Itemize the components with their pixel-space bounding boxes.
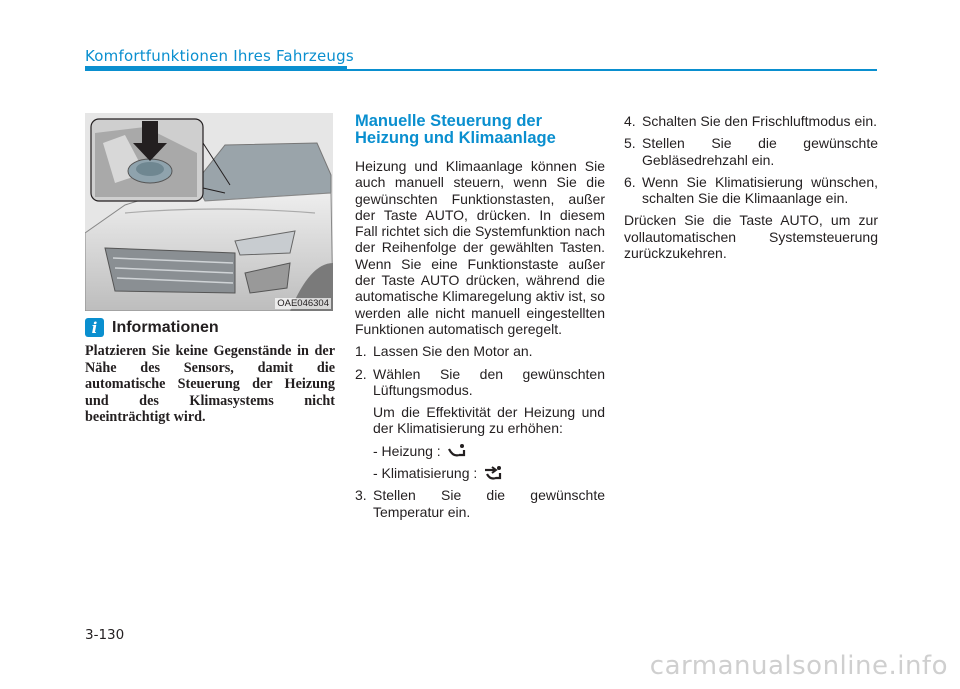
face-floor-vent-icon [483, 465, 503, 481]
cooling-label: - Klimatisierung : [373, 465, 478, 482]
header-rule-accent [85, 66, 347, 71]
step-item [355, 487, 605, 520]
column-right [624, 113, 878, 267]
step-text: Wählen Sie den gewünschten Lüftungsmodus. [373, 365, 605, 398]
car-sensor-illustration [85, 113, 333, 311]
info-header [85, 318, 219, 337]
info-text: Platzieren Sie keine Gegenstände in der Nähe des Sensors, damit die automatische Steuerung der Heizung und des Klimasystems nicht beeinträchtigt wird. [85, 343, 335, 426]
watermark: carmanualsonline.info [649, 651, 948, 681]
column-middle [355, 113, 605, 526]
page-number: 3-130 [85, 627, 125, 643]
step-text: Stellen Sie die gewünschte Temperatur ein. [373, 487, 605, 520]
step-item [624, 174, 878, 207]
outro-paragraph: Drücken Sie die Taste AUTO, um zur vollautomatischen Systemsteuerung zurückzukehren. [624, 212, 878, 262]
section-title: Manuelle Steuerung der Heizung und Klimaanlage [355, 112, 556, 147]
step-number: 1. [355, 343, 367, 360]
section-header: Komfortfunktionen Ihres Fahrzeugs [85, 47, 354, 65]
step-item [355, 366, 605, 399]
step-number: 2. [355, 365, 367, 382]
step-item [355, 343, 605, 359]
info-icon: i [85, 318, 104, 337]
step-text: Stellen Sie die gewünschte Gebläsedrehzahl ein. [642, 135, 878, 168]
step-number: 5. [624, 135, 636, 152]
step-number: 4. [624, 113, 636, 129]
step-text: Schalten Sie den Frischluftmodus ein. [642, 113, 878, 129]
cooling-mode [373, 465, 605, 481]
intro-paragraph: Heizung und Klimaanlage können Sie auch manuell steuern, wenn Sie die gewünschten Funktionstasten, außer der Taste AUTO, drücken. In diesem Fall richtet sich die Systemfunktion nach der Reihenfolge der gewählten Tasten. Wenn Sie eine Funktionstaste außer der Taste AUTO drücken, während die automatische Klimaregelung aktiv ist, so werden alle nicht manuell eingestellten Funktionen automatisch geregelt. [355, 158, 605, 337]
heating-mode [373, 443, 605, 459]
header-rule [347, 69, 877, 71]
step-item [624, 135, 878, 168]
heating-label: - Heizung : [373, 442, 441, 459]
step-text: Wenn Sie Klimatisierung wünschen, schalten Sie die Klimaanlage ein. [642, 173, 878, 207]
car-illustration [85, 113, 333, 311]
floor-vent-icon [447, 443, 467, 459]
step-number: 6. [624, 173, 636, 190]
figure-code: OAE046304 [277, 298, 329, 309]
step-item [624, 113, 878, 129]
step-text: Lassen Sie den Motor an. [373, 343, 533, 360]
step-number: 3. [355, 487, 367, 504]
info-title: Informationen [112, 318, 219, 336]
step-note: Um die Effektivität der Heizung und der Klimatisierung zu erhöhen: [373, 404, 605, 437]
